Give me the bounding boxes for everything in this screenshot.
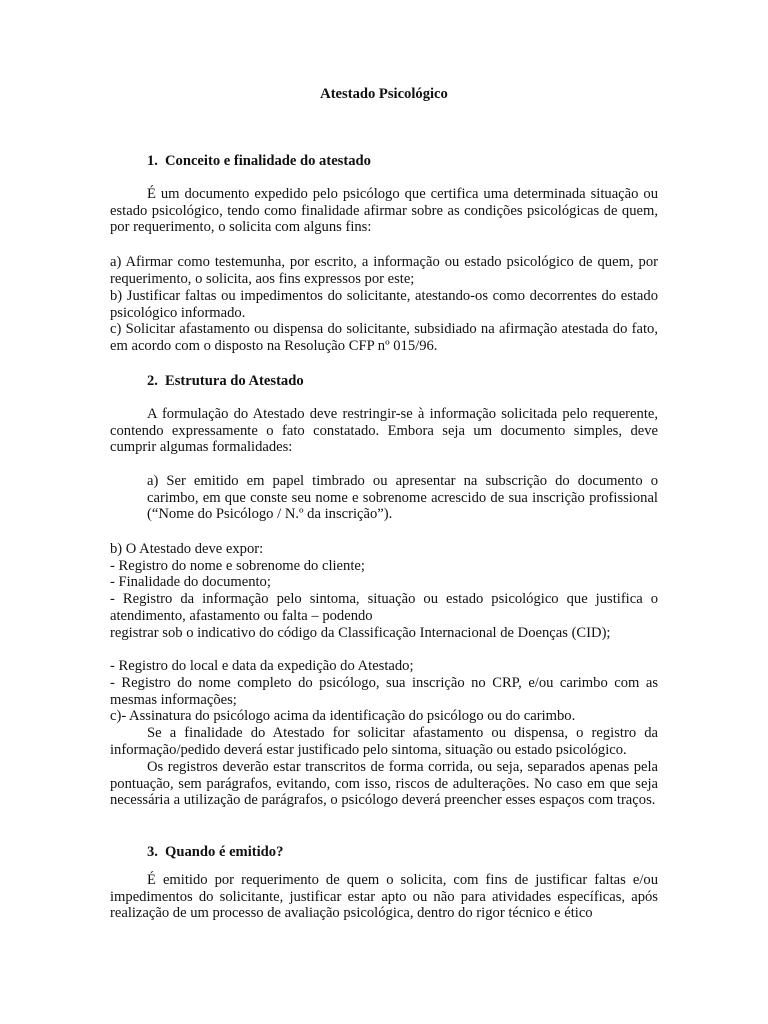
list-item: - Registro do nome e sobrenome do cliente;	[110, 558, 365, 574]
paragraph: É um documento expedido pelo psicólogo que certifica uma determinada situação ou estado psicológico, tendo como finalidade afirmar sobre as condições psicológicas de quem, por requerimento, o solicita com alguns fins:	[110, 186, 658, 236]
list-item: a) Afirmar como testemunha, por escrito, a informação ou estado psicológico de quem, por requerimento, o solicita, aos fins expressos por este;	[110, 254, 658, 287]
section-heading-text: Estrutura do Atestado	[165, 373, 304, 389]
list-item: - Finalidade do documento;	[110, 574, 271, 590]
paragraph: Os registros deverão estar transcritos de forma corrida, ou seja, separados apenas pela pontuação, sem parágrafos, evitando, com isso, riscos de adulterações. No caso em que seja necessária a utilização de parágrafos, o psicólogo deverá preencher esses espaços com traços.	[110, 759, 658, 809]
list-item: c)- Assinatura do psicólogo acima da identificação do psicólogo ou do carimbo.	[110, 708, 576, 724]
list-item: - Registro do local e data da expedição do Atestado;	[110, 658, 414, 674]
paragraph: A formulação do Atestado deve restringir-se à informação solicitada pelo requerente, contendo expressamente o fato constatado. Embora seja um documento simples, deve cumprir algumas formalidades:	[110, 406, 658, 456]
section-heading-1	[147, 153, 371, 170]
section-heading-3	[147, 844, 283, 861]
list-item: b) O Atestado deve expor:	[110, 541, 264, 557]
section-number: 1.	[147, 153, 158, 169]
list-item: registrar sob o indicativo do código da Classificação Internacional de Doenças (CID);	[110, 625, 611, 641]
section-heading-text: Conceito e finalidade do atestado	[165, 153, 371, 169]
section-heading-text: Quando é emitido?	[165, 844, 284, 860]
paragraph: É emitido por requerimento de quem o solicita, com fins de justificar faltas e/ou impedimentos do solicitante, justificar estar apto ou não para atividades específicas, após realização de um processo de avaliação psicológica, dentro do rigor técnico e ético	[110, 872, 658, 922]
section-heading-2	[147, 373, 304, 390]
list-item: c) Solicitar afastamento ou dispensa do solicitante, subsidiado na afirmação atestada do fato, em acordo com o disposto na Resolução CFP nº 015/96.	[110, 321, 658, 354]
section-number: 3.	[147, 844, 158, 860]
section-number: 2.	[147, 373, 158, 389]
list-item: a) Ser emitido em papel timbrado ou apresentar na subscrição do documento o carimbo, em que conste seu nome e sobrenome acrescido de sua inscrição profissional (“Nome do Psicólogo / N.º da inscrição”).	[147, 473, 658, 523]
list-item: - Registro da informação pelo sintoma, situação ou estado psicológico que justifica o atendimento, afastamento ou falta – podendo	[110, 591, 658, 624]
document-title: Atestado Psicológico	[320, 86, 448, 102]
list-item: b) Justificar faltas ou impedimentos do solicitante, atestando-os como decorrentes do estado psicológico informado.	[110, 288, 658, 321]
paragraph: Se a finalidade do Atestado for solicitar afastamento ou dispensa, o registro da informação/pedido deverá estar justificado pelo sintoma, situação ou estado psicológico.	[110, 725, 658, 758]
list-item: - Registro do nome completo do psicólogo, sua inscrição no CRP, e/ou carimbo com as mesmas informações;	[110, 675, 658, 708]
